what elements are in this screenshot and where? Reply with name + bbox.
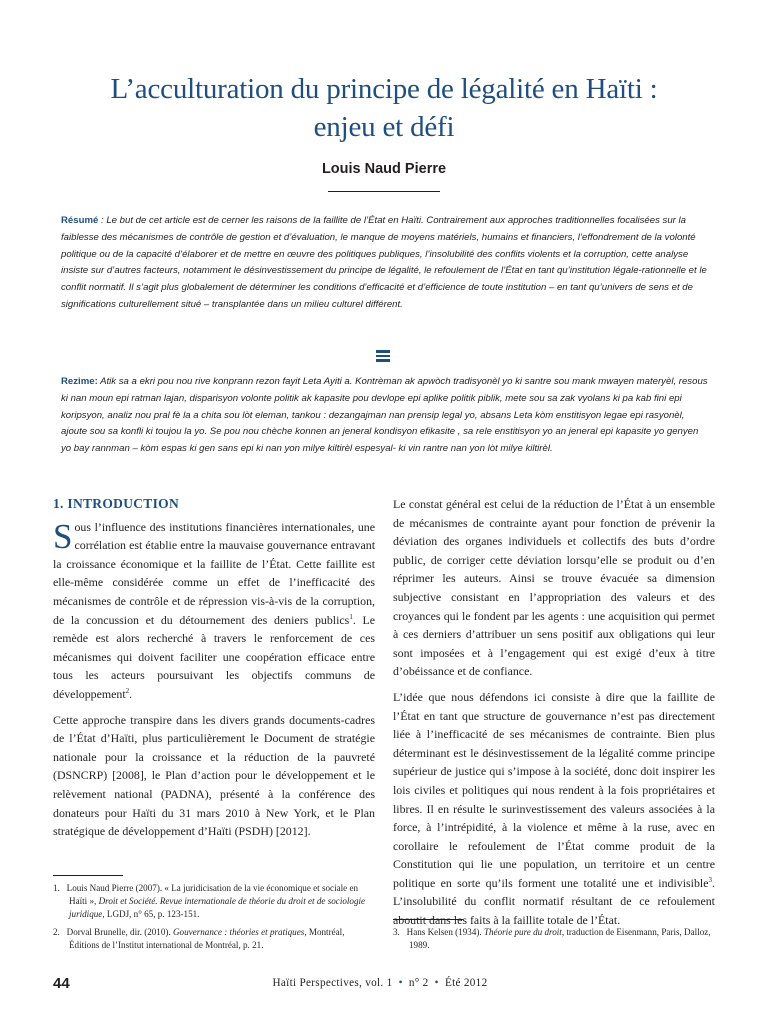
journal-volume: , vol. 1 [359, 977, 396, 989]
drop-cap: S [53, 516, 73, 556]
right-column [393, 495, 715, 937]
footnote-2-number: 2. [53, 927, 60, 937]
footnote-1-text: Louis Naud Pierre (2007). « La juridicisation de la vie économique et sociale en Haïti », [66, 883, 359, 906]
section-separator-icon [376, 350, 390, 362]
paragraph-1-text-b: . Le remède est alors recherché à travers le renforcement de ces mécanismes qui doivent faciliter une coopération efficace entre tous les acteurs poursuivant les objectifs communs de développement [53, 612, 375, 701]
journal-season: Été 2012 [441, 977, 488, 989]
footnote-ref-2[interactable]: 2 [125, 686, 130, 695]
abstract-french [61, 213, 709, 314]
footnote-ref-1[interactable]: 1 [349, 612, 353, 621]
footnote-2-text: Dorval Brunelle, dir. (2010). [66, 927, 173, 937]
journal-number: n° 2 [405, 977, 432, 989]
footer-separator-1: • [398, 977, 403, 989]
footnote-1 [53, 882, 369, 921]
article-title [40, 70, 728, 146]
abstract-text: : Le but de cet article est de cerner les raisons de la faillite de l’État en Haïti. Contrairement aux approches traditionnelles focalisées sur la faiblesse des mécanismes de contrôle de gestion et d’évaluation, le manque de moyens matériels, humains et financiers, l’effondrement de la volonté politique ou de la capacité d’élaborer et de mettre en œuvre des politiques publiques, l’insolubilité des conflits violents et la corruption, cette analyse insiste sur d’autres facteurs, notamment le désinvestissement du principe de légalité, le refoulement de l’État en tant qu’institution légale-rationnelle et le conflit normatif. Il s’agit plus globalement de déterminer les conditions d’efficacité et d’efficience de toute institution – en tant qu’univers de sens et de significations culturellement situé – transplantée dans un milieu culturel différent. [61, 215, 707, 310]
title-line-1: L’acculturation du principe de légalité en Haïti : [110, 73, 658, 105]
rezime-label: Rezime: [61, 376, 98, 387]
paragraph-1-text-a: ous l’influence des institutions financières internationales, une corrélation est établie entre la mauvaise gouvernance entravant la croissance économique et la faillite de l’État. Cette faillite est elle-même considérée comme un effet de l’inefficacité des mécanismes de contrôle et de répression vis-à-vis de la corruption, de la concussion et du détournement des deniers publics [53, 519, 375, 627]
footnote-3-number: 3. [393, 927, 400, 937]
left-column [53, 495, 375, 848]
paragraph-3: Le constat général est celui de la réduction de l’État à un ensemble de mécanismes de contrainte ayant pour fonction de prévenir la déviation des organes individuels et collectifs des buts d’ordre public, de corriger cette déviation lorsqu’elle se produit ou d’en réprimer les auteurs. Ainsi se trouve évacuée sa dimension subjective consistant en l’appropriation des valeurs et des croyances qui le fondent par les agents : une acquisition qui permet à ces derniers d’attribuer un sens positif aux obligations qui leur sont imposées et à l’engagement qui est exigé d’eux à titre d’obéissance et de confiance. [393, 497, 715, 679]
paragraph-1 [53, 518, 375, 704]
footnote-1-title: Droit et Société. Revue internationale de théorie du droit et de sociologie juridique [69, 896, 366, 919]
footnote-3-end: , traduction de Eisenmann, Paris, Dalloz, 1989. [409, 927, 711, 950]
footnote-3-title: Théorie pure du droit [483, 927, 562, 937]
footer-separator-2: • [434, 977, 439, 989]
running-footer [230, 977, 530, 989]
paragraph-1-end: . [129, 686, 133, 701]
footnote-1-number: 1. [53, 883, 60, 893]
page-number: 44 [53, 975, 70, 992]
footnote-ref-3[interactable]: 3 [708, 875, 713, 884]
paragraph-4-text-b: . L’insolubilité du conflit normatif résultant de ce refoulement aboutit dans les faits à la faillite totale de l’État. [393, 875, 715, 928]
section-heading: 1. INTRODUCTION [53, 496, 180, 511]
footnote-rule-right [393, 919, 463, 920]
rezime-text: Atik sa a ekri pou nou rive konprann rezon fayit Leta Ayiti a. Kontrèman ak apwòch tradisyonèl yo ki santre sou mank mwayen materyèl, resous ki nan moun epi ratman lajan, disparisyon volonte politik ak kapasite pou devlope epi aplike politik piblik, mete sou sa zak vyolans ki pa kab fini epi koripsyon, analiz nou pral fè la a chita sou lòt eleman, tankou : dezangajman nan prensip legal yo, absans Leta kòm enstitisyon legae epi rasyonèl, ajoute sou sa konfli ki toujou la yo. Se pou nou chèche konnen an jeneral kondisyon efikasite , sa rele enstitisyon yo an jeneral epi kapasite yo genyen yo bay rannman – kòm espas ki gen sans epi ki nan yon milye kiltirèl espesyal- ki vin rantre nan yon lòt milye kiltirèl. [61, 376, 708, 455]
footnote-1-end: , LGDJ, n° 65, p. 123-151. [102, 909, 200, 919]
footnote-3-text: Hans Kelsen (1934). [406, 927, 484, 937]
title-line-2: enjeu et défi [313, 111, 455, 143]
author-name: Louis Naud Pierre [321, 161, 447, 177]
journal-name: Haïti Perspectives [272, 977, 360, 989]
paragraph-2: Cette approche transpire dans les divers grands documents-cadres de l’État d’Haïti, plus particulièrement le Document de stratégie nationale pour la croissance et la réduction de la pauvreté (DSNCRP) [2008], le Plan d’action pour le développement et le relèvement national (PADNA), présenté à la conférence des donateurs pour Haïti du 31 mars 2010 à New York, et le Plan stratégique de développement d’Haïti (PSDH) [2012]. [53, 712, 375, 839]
paragraph-4 [393, 688, 715, 930]
abstract-label: Résumé [61, 215, 99, 226]
footnote-rule-left [53, 875, 123, 876]
footnote-3 [393, 926, 727, 952]
paragraph-4-text-a: L’idée que nous défendons ici consiste à dire que la faillite de l’État en tant que structure de gouvernance n’est pas directement liée à l’inefficacité de ses mécanismes de contrainte. Bien plus déterminant est le désinvestissement de la légalité comme principe supérieur de justice qui s’impose à la société, donc doit inspirer les lois civiles et politiques qui nous rendent à la fois propriétaires et libres. Il en résulte le surinvestissement des valeurs associées à la force, à l’intrépidité, à la violence et même à la ruse, avec en corollaire le refoulement de l’État comme produit de la Constitution qui lie une population, un territoire et un centre politique en sorte qu’ils forment une totalité une et indivisible [393, 689, 715, 890]
abstract-creole [61, 374, 709, 458]
footnote-2-end: , Montréal, Éditions de l’Institut international de Montréal, p. 21. [69, 927, 345, 950]
footnote-2-title: Gouvernance : théories et pratiques [172, 927, 305, 937]
footnote-2 [53, 926, 369, 952]
author-rule [328, 191, 440, 192]
